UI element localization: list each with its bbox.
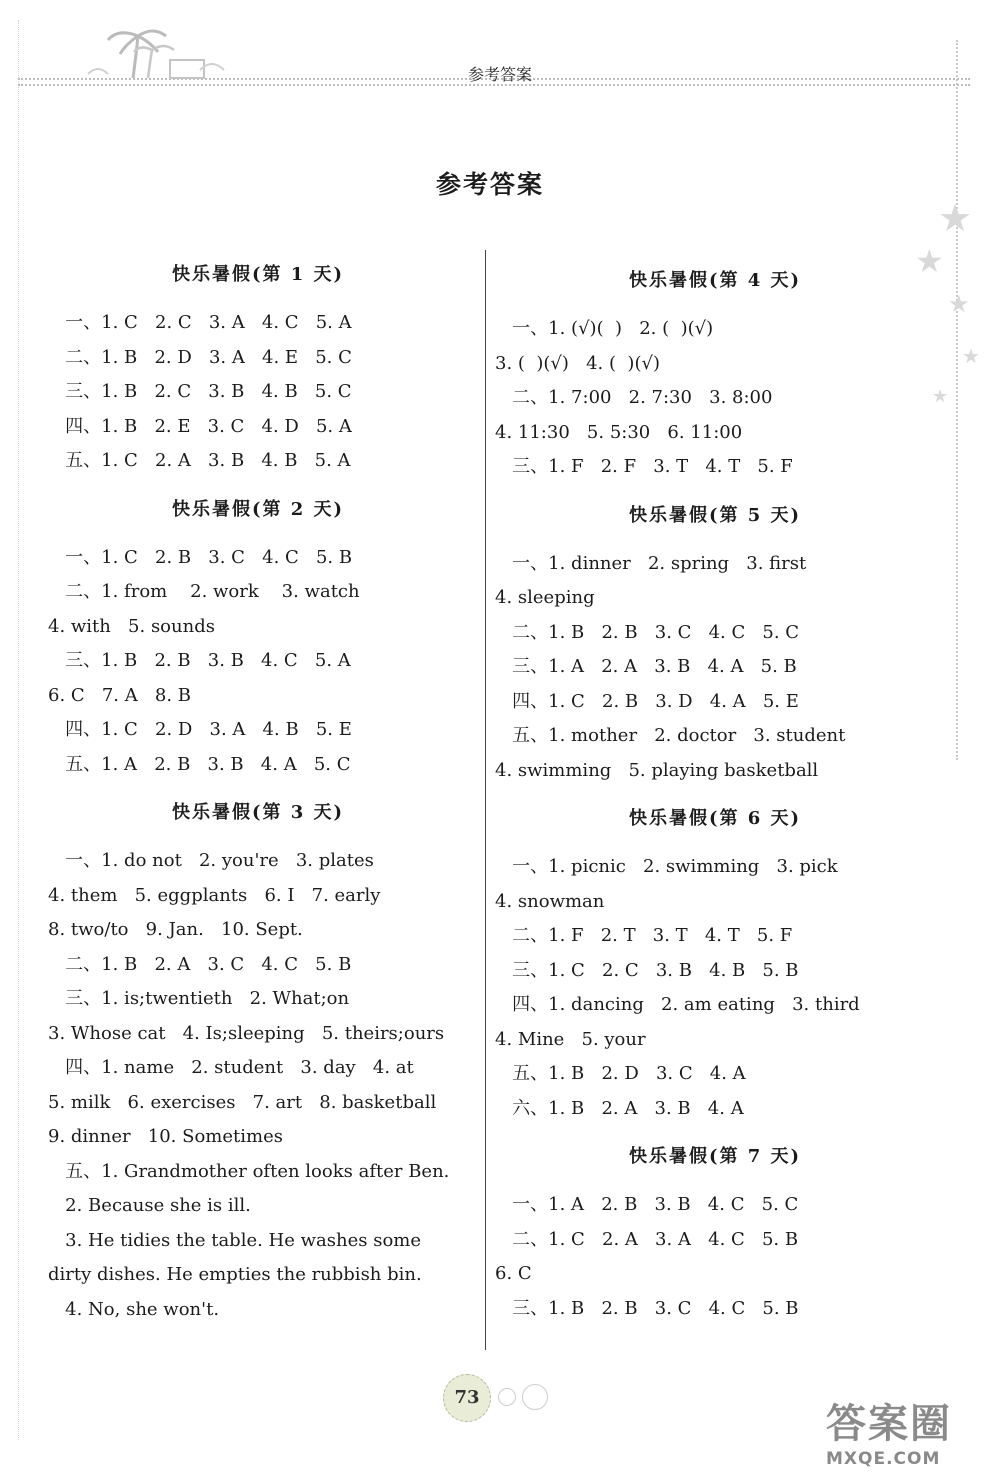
star-icon: ★ (962, 344, 980, 368)
answer-line: 3. He tidies the table. He washes some (48, 1229, 421, 1251)
answer-line: 4. No, she won't. (48, 1298, 220, 1320)
watermark-title: 答案圈 (826, 1401, 952, 1447)
page-title: 参考答案 (435, 170, 544, 199)
answer-line: 四、1. C 2. B 3. D 4. A 5. E (495, 690, 799, 712)
answer-line: 五、1. B 2. D 3. C 4. A (495, 1063, 746, 1084)
answer-line: 二、1. F 2. T 3. T 4. T 5. F (495, 925, 793, 946)
watermark-url: MXQE.COM (826, 1449, 941, 1469)
answer-line: 4. sleeping (495, 587, 595, 608)
answer-line: 三、1. C 2. C 3. B 4. B 5. B (495, 959, 799, 981)
answer-line: 五、1. C 2. A 3. B 4. B 5. A (48, 450, 351, 471)
day-2-section (48, 497, 468, 783)
star-icon: ★ (948, 290, 970, 318)
answer-line: 三、1. A 2. A 3. B 4. A 5. B (495, 656, 797, 677)
answer-line: 二、1. B 2. B 3. C 4. C 5. C (495, 621, 800, 643)
day-3-section (48, 800, 468, 1327)
answer-line: 一、1. picnic 2. swimming 3. pick (495, 856, 838, 877)
answer-line: 4. with 5. sounds (48, 615, 215, 637)
answer-line: 五、1. A 2. B 3. B 4. A 5. C (48, 753, 351, 775)
answer-line: 6. C (495, 1263, 532, 1284)
answer-line: dirty dishes. He empties the rubbish bin. (48, 1264, 422, 1285)
answer-line: 6. C 7. A 8. B (48, 684, 192, 706)
left-margin-border (18, 20, 19, 1440)
answer-line: 3. Whose cat 4. Is;sleeping 5. theirs;ours (48, 1022, 445, 1044)
answer-line: 三、1. is;twentieth 2. What;on (48, 988, 350, 1009)
circle-decoration (498, 1388, 516, 1406)
answer-line: 三、1. B 2. C 3. B 4. B 5. C (48, 381, 352, 402)
day-1-section (48, 262, 468, 479)
answer-line: 二、1. from 2. work 3. watch (48, 581, 360, 602)
answer-line: 六、1. B 2. A 3. B 4. A (495, 1097, 744, 1119)
answer-line: 9. dinner 10. Sometimes (48, 1126, 283, 1147)
answer-line: 二、1. B 2. D 3. A 4. E 5. C (48, 346, 352, 368)
day-4-section (495, 268, 935, 485)
answer-line: 一、1. (√)( ) 2. ( )(√) (495, 318, 714, 339)
day-6-section (495, 806, 935, 1126)
answer-line: 四、1. dancing 2. am eating 3. third (495, 994, 860, 1015)
answer-line: 四、1. C 2. D 3. A 4. B 5. E (48, 719, 352, 740)
answer-line: 8. two/to 9. Jan. 10. Sept. (48, 919, 303, 940)
answer-line: 一、1. A 2. B 3. B 4. C 5. C (495, 1194, 799, 1215)
star-icon: ★ (938, 196, 973, 240)
answer-line: 二、1. B 2. A 3. C 4. C 5. B (48, 953, 352, 975)
section-title: 快乐暑假(第 6 天) (628, 808, 802, 829)
answer-line: 5. milk 6. exercises 7. art 8. basketball (48, 1091, 437, 1113)
answer-line: 3. ( )(√) 4. ( )(√) (495, 352, 660, 374)
section-title: 快乐暑假(第 4 天) (628, 270, 802, 291)
answer-line: 五、1. Grandmother often looks after Ben. (48, 1160, 450, 1182)
answer-line: 二、1. 7:00 2. 7:30 3. 8:00 (495, 387, 773, 408)
answer-line: 4. 11:30 5. 5:30 6. 11:00 (495, 421, 743, 443)
answer-line: 四、1. name 2. student 3. day 4. at (48, 1057, 414, 1078)
answer-line: 三、1. B 2. B 3. B 4. C 5. A (48, 650, 351, 671)
star-icon: ★ (915, 242, 944, 280)
answer-line: 一、1. C 2. C 3. A 4. C 5. A (48, 312, 352, 333)
right-column (495, 268, 935, 1326)
answer-line: 一、1. C 2. B 3. C 4. C 5. B (48, 546, 353, 568)
answer-line: 二、1. C 2. A 3. A 4. C 5. B (495, 1228, 799, 1250)
answer-line: 4. snowman (495, 890, 605, 912)
day-7-section (495, 1144, 935, 1326)
section-title: 快乐暑假(第 3 天) (171, 802, 345, 823)
answer-line: 四、1. B 2. E 3. C 4. D 5. A (48, 415, 352, 437)
circle-decoration (522, 1384, 548, 1410)
answer-line: 4. them 5. eggplants 6. I 7. early (48, 884, 381, 906)
day-5-section (495, 503, 935, 789)
column-divider (485, 250, 486, 1350)
answer-line: 2. Because she is ill. (48, 1195, 251, 1216)
watermark-logo (826, 1392, 952, 1469)
answer-line: 三、1. B 2. B 3. C 4. C 5. B (495, 1297, 799, 1319)
right-margin-border (956, 40, 958, 760)
section-title: 快乐暑假(第 5 天) (628, 504, 802, 526)
answer-line: 五、1. mother 2. doctor 3. student (495, 725, 846, 746)
star-icon: ★ (932, 386, 949, 407)
left-column (48, 262, 468, 1327)
section-title: 快乐暑假(第 7 天) (628, 1146, 802, 1167)
page-number: 73 (443, 1374, 491, 1422)
header-title: 参考答案 (467, 65, 532, 84)
answer-line: 三、1. F 2. F 3. T 4. T 5. F (495, 456, 793, 477)
section-title: 快乐暑假(第 2 天) (171, 498, 345, 520)
answer-line: 4. Mine 5. your (495, 1028, 646, 1050)
answer-line: 4. swimming 5. playing basketball (495, 759, 819, 781)
answer-line: 一、1. dinner 2. spring 3. first (495, 552, 807, 574)
section-title: 快乐暑假(第 1 天) (171, 264, 345, 285)
answer-line: 一、1. do not 2. you're 3. plates (48, 850, 374, 871)
